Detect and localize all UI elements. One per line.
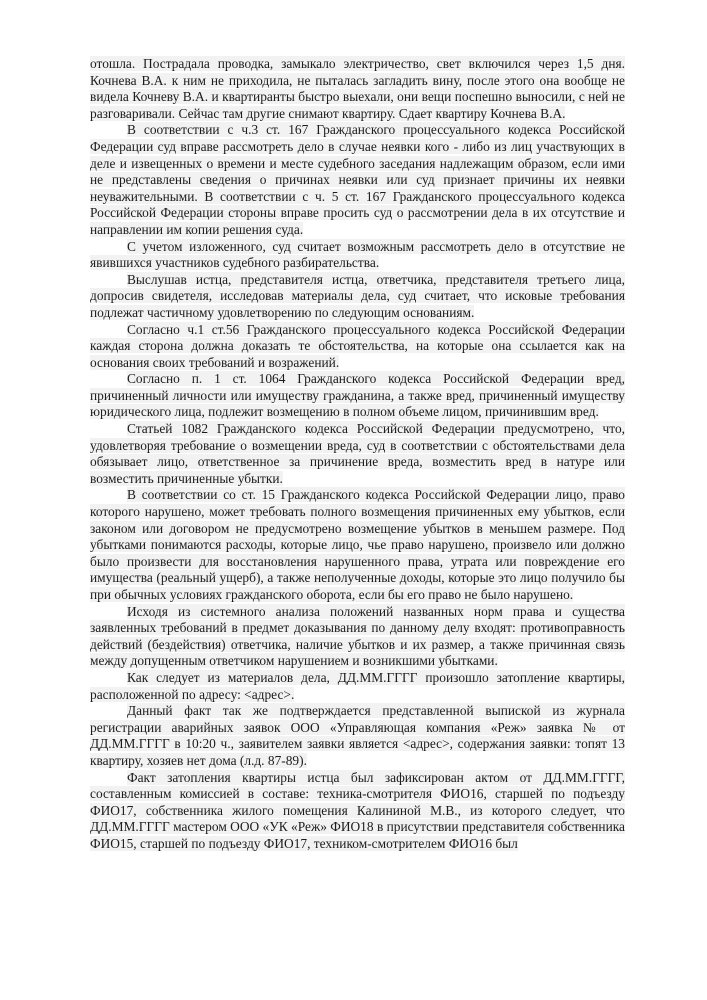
paragraph — [90, 703, 625, 769]
paragraph-text: В соответствии со ст. 15 Гражданского кодекса Российской Федерации лицо, право которого нарушено, может требовать полного возмещения причиненных ему убытков, если законом или договором не предусмотрено возмещение убытков в меньшем размере. Под убытками понимаются расходы, которые лицо, чье право нарушено, произвело или должно было произвести для восстановления нарушенного права, утрата или повреждение его имущества (реальный ущерб), а также неполученные доходы, которые это лицо получило бы при обычных условиях гражданского оборота, если бы его право не было нарушено. — [90, 487, 625, 602]
paragraph — [90, 421, 625, 487]
paragraph — [90, 371, 625, 421]
paragraph-text: Факт затопления квартиры истца был зафиксирован актом от ДД.ММ.ГГГГ, составленным комиссией в составе: техника-смотрителя ФИО16, старшей по подъезду ФИО17, собственника жилого помещения Калининой М.В., из которого следует, что ДД.ММ.ГГГГ мастером ООО «УК «Реж» ФИО18 в присутствии представителя собственника ФИО15, старшей по подъезду ФИО17, техником-смотрителем ФИО16 был — [90, 769, 625, 851]
paragraph-text: Статьей 1082 Гражданского кодекса Российской Федерации предусмотрено, что, удовлетворяя требование о возмещении вреда, суд в соответствии с обстоятельствами дела обязывает лицо, ответственное за причинение вреда, возместить вред в натуре или возместить причиненные убытки. — [90, 421, 625, 486]
paragraph — [90, 770, 625, 853]
paragraph-text: В соответствии с ч.3 ст. 167 Гражданского процессуального кодекса Российской Федерации суд вправе рассмотреть дело в случае неявки кого - либо из лиц участвующих в деле и извещенных о времени и месте судебного заседания надлежащим образом, если ими не представлены сведения о причинах неявки или суд признает причины их неявки неуважительными. В соответствии с ч. 5 ст. 167 Гражданского процессуального кодекса Российской Федерации стороны вправе просить суд о рассмотрении дела в их отсутствие и направлении им копии решения суда. — [90, 122, 625, 237]
paragraph-text: Выслушав истца, представителя истца, ответчика, представителя третьего лица, допросив свидетеля, исследовав материалы дела, суд считает, что исковые требования подлежат частичному удовлетворению по следующим основаниям. — [90, 271, 625, 320]
paragraph — [90, 239, 625, 272]
paragraph-text: Исходя из системного анализа положений названных норм права и существа заявленных требований в предмет доказывания по данному делу входят: противоправность действий (бездействия) ответчика, наличие убытков и их размер, а также причинная связь между допущенным ответчиком нарушением и возникшими убытками. — [90, 603, 625, 669]
paragraph-text: Как следует из материалов дела, ДД.ММ.ГГГГ произошло затопление квартиры, расположенной по адресу: <адрес>. — [90, 669, 625, 702]
paragraph-text: С учетом изложенного, суд считает возможным рассмотреть дело в отсутствие не явившихся участников судебного разбирательства. — [90, 238, 625, 271]
paragraph — [90, 322, 625, 372]
paragraph — [90, 670, 625, 703]
document-body — [90, 56, 625, 853]
paragraph — [90, 604, 625, 670]
paragraph-text: Согласно ч.1 ст.56 Гражданского процессуального кодекса Российской Федерации каждая сторона должна доказать те обстоятельства, на которые она ссылается как на основания своих требований и возражений. — [90, 321, 625, 370]
paragraph-text: Согласно п. 1 ст. 1064 Гражданского кодекса Российской Федерации вред, причиненный личности или имуществу гражданина, а также вред, причиненный имуществу юридического лица, подлежит возмещению в полном объеме лицом, причинившим вред. — [90, 371, 625, 420]
paragraph — [90, 272, 625, 322]
paragraph — [90, 487, 625, 603]
paragraph — [90, 56, 625, 122]
paragraph-text: отошла. Пострадала проводка, замыкало электричество, свет включился через 1,5 дня. Кочнева В.А. к ним не приходила, не пыталась загладить вину, после этого она вообще не видела Кочневу В.А. и квартиранты быстро выехали, они вещи поспешно выносили, с ней не разговаривали. Сейчас там другие снимают квартиру. Сдает квартиру Кочнева В.А. — [90, 56, 625, 121]
paragraph — [90, 122, 625, 238]
paragraph-text: Данный факт так же подтверждается представленной выпиской из журнала регистрации аварийных заявок ООО «Управляющая компания «Реж» заявка № от ДД.ММ.ГГГГ в 10:20 ч., заявителем заявки является <адрес>, содержания заявки: топят 13 квартиру, хозяев нет дома (л.д. 87-89). — [90, 703, 625, 768]
